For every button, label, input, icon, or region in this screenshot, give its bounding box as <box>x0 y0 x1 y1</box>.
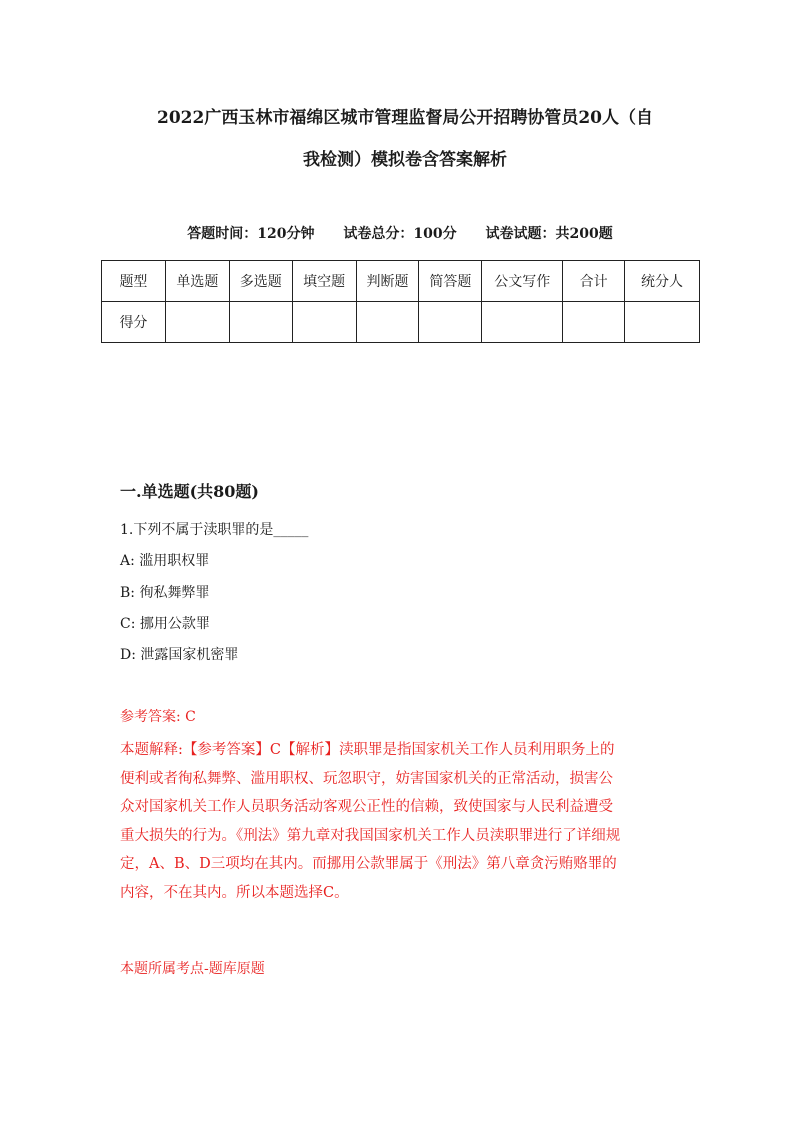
analysis-line: 重大损失的行为。《刑法》第九章对我国国家机关工作人员渎职罪进行了详细规 <box>120 827 621 844</box>
exam-meta <box>100 224 700 244</box>
exam-question-count: 试卷试题：共200题 <box>485 226 613 242</box>
option-d: D: 泄露国家机密罪 <box>120 647 239 663</box>
analysis-line: 定，A、B、D三项均在其内。而挪用公款罪属于《刑法》第八章贪污贿赂罪的 <box>120 856 617 872</box>
score-cell <box>482 302 563 343</box>
answer-analysis <box>120 736 680 907</box>
option-b: B: 徇私舞弊罪 <box>120 585 210 601</box>
score-table-score-row <box>102 302 700 343</box>
section-heading: 一.单选题(共80题) <box>120 482 259 501</box>
score-table-header: 单选题 <box>165 261 229 302</box>
question-stem: 1.下列不属于渎职罪的是_____ <box>120 522 309 538</box>
score-table-header-row <box>102 261 700 302</box>
score-table-header: 题型 <box>102 261 166 302</box>
score-cell <box>229 302 292 343</box>
score-cell <box>563 302 625 343</box>
score-cell <box>419 302 482 343</box>
score-table-header: 简答题 <box>419 261 482 302</box>
exam-title-line-2: 我检测）模拟卷含答案解析 <box>303 150 507 170</box>
exam-total-score: 试卷总分：100分 <box>343 226 457 242</box>
score-row-label: 得分 <box>102 302 166 343</box>
score-cell <box>165 302 229 343</box>
analysis-line: 内容，不在其内。所以本题选择C。 <box>120 884 349 901</box>
score-table-header: 填空题 <box>292 261 356 302</box>
score-table-header: 合计 <box>563 261 625 302</box>
score-table <box>101 260 700 343</box>
score-cell <box>292 302 356 343</box>
score-table-header: 公文写作 <box>482 261 563 302</box>
score-cell <box>356 302 419 343</box>
analysis-line: 便利或者徇私舞弊、滥用职权、玩忽职守，妨害国家机关的正常活动，损害公 <box>120 770 613 787</box>
score-table-header: 统分人 <box>625 261 700 302</box>
option-c: C: 挪用公款罪 <box>120 616 210 632</box>
analysis-line: 本题解释:【参考答案】C【解析】渎职罪是指国家机关工作人员利用职务上的 <box>120 742 615 758</box>
option-a: A: 滥用职权罪 <box>120 553 210 569</box>
score-table-header: 判断题 <box>356 261 419 302</box>
exam-time: 答题时间：120分钟 <box>187 226 315 242</box>
knowledge-point: 本题所属考点-题库原题 <box>120 961 265 977</box>
exam-title-line-1: 2022广西玉林市福绵区城市管理监督局公开招聘协管员20人（自 <box>157 108 653 128</box>
score-table-header: 多选题 <box>229 261 292 302</box>
score-cell <box>625 302 700 343</box>
reference-answer: 参考答案: C <box>120 709 196 725</box>
analysis-line: 众对国家机关工作人员职务活动客观公正性的信赖，致使国家与人民利益遭受 <box>120 799 613 815</box>
